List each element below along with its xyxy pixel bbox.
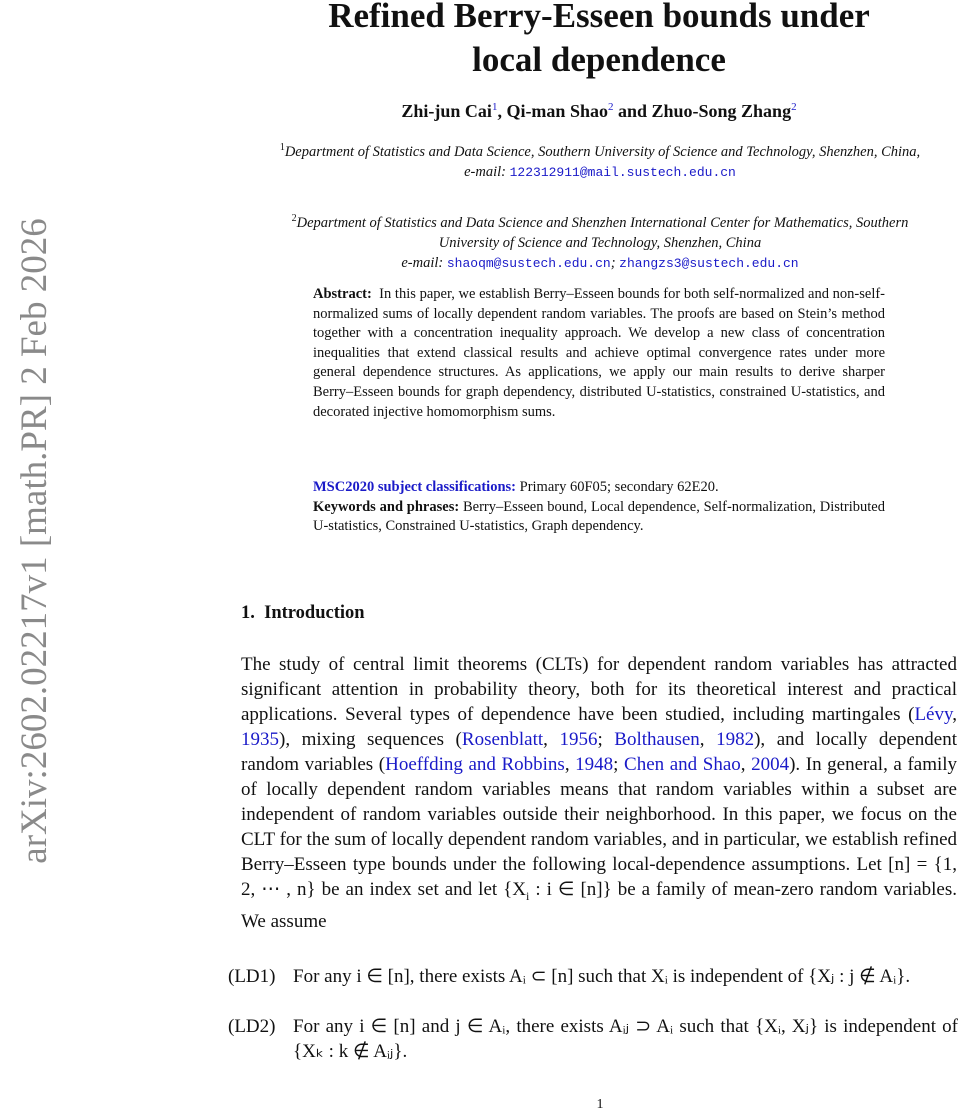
assumption-text: For any i ∈ [n], there exists Aᵢ ⊂ [n] such that Xᵢ is independent of {Xⱼ : j ∉ Aᵢ}. (293, 966, 911, 987)
intro-paragraph (241, 652, 957, 934)
intro-text: The study of central limit theorems (CLTs) for dependent random variables has attracted significant attention in probability theory, both for its theoretical interest and practical applications. Several types of dependence have been studied, including martingales ( (241, 654, 957, 725)
assumption-label: (LD2) (228, 1016, 276, 1037)
abstract-label: Abstract: (313, 286, 372, 302)
msc-line (313, 478, 885, 498)
email-label: e-mail: (401, 254, 447, 271)
author-1: Zhi-jun Cai (401, 101, 492, 121)
citation-author: Lévy (914, 704, 953, 725)
citation-chen-shao-year[interactable]: 2004 (751, 754, 790, 775)
author-3-affil-link[interactable]: 2 (791, 101, 797, 113)
citation-levy[interactable] (914, 704, 952, 725)
citation-chen-shao[interactable]: Chen and Shao (624, 754, 741, 775)
author-2-affil-link[interactable]: 2 (607, 101, 614, 113)
abstract (313, 285, 885, 422)
intro-text: : i ∈ [n]} be a family of mean-zero random variables. We assume (241, 879, 957, 932)
citation-bolthausen[interactable]: Bolthausen (614, 729, 700, 750)
citation-sep: , (564, 754, 576, 775)
section-number: 1. (241, 603, 255, 623)
citation-sep: , (740, 754, 752, 775)
citation-hoeffding-robbins-year[interactable]: 1948 (575, 754, 614, 775)
author-1-affil-link[interactable]: 1 (491, 101, 498, 113)
affiliation-2-text: Department of Statistics and Data Science and Shenzhen International Center for Mathematics, Southern University of Science and Technology, Shenzhen, China (296, 214, 909, 251)
section-heading (241, 603, 365, 624)
author-2: Qi-man Shao (506, 101, 608, 121)
affiliation-2 (270, 209, 930, 274)
classification-block (313, 478, 885, 537)
citation-sep: , (952, 704, 957, 725)
email-separator: ; (610, 254, 620, 271)
abstract-text: In this paper, we establish Berry–Esseen bounds for both self-normalized and non-self-normalized sums of locally dependent random variables. The proofs are based on Stein’s method together with a concentration inequality approach. We develop a new class of concentration inequalities that extend classical results and achieve optimal convergence rates under more general dependence structures. As applications, we apply our main results to derive sharper Berry–Esseen bounds for graph dependency, distributed U-statistics, constrained U-statistics, and decorated injective homomorphism sums. (313, 286, 886, 420)
author-separator: and (613, 101, 652, 121)
intro-text: ; (597, 729, 615, 750)
citation-sep: , (699, 729, 717, 750)
assumption-text: For any i ∈ [n] and j ∈ Aᵢ, there exists Aᵢⱼ ⊃ Aᵢ such that {Xᵢ, Xⱼ} is independent of {Xₖ : k ∉ Aᵢⱼ}. (293, 1016, 958, 1062)
citation-bolthausen-year[interactable]: 1982 (716, 729, 755, 750)
citation-levy-year[interactable]: 1935 (241, 729, 279, 750)
subscript-i: i (526, 888, 530, 903)
intro-text: ), mixing sequences ( (279, 729, 462, 750)
msc-text: Primary 60F05; secondary 62E20. (519, 479, 719, 495)
keywords-text: Berry–Esseen bound, Local dependence, Self-normalization, Distributed U-statistics, Constrained U-statistics, Graph dependency. (313, 498, 885, 535)
citation-rosenblatt-year[interactable]: 1956 (559, 729, 598, 750)
author-3: Zhuo-Song Zhang (651, 101, 792, 121)
keywords-line (313, 498, 885, 537)
email-link-cai[interactable]: 122312911@mail.sustech.edu.cn (509, 164, 736, 180)
author-separator: , (497, 101, 507, 121)
msc-link[interactable]: MSC2020 subject classifications: (313, 479, 516, 495)
email-link-zhang[interactable]: zhangzs3@sustech.edu.cn (619, 255, 799, 271)
intro-text: ). In general, a family of locally dependent random variables means that random variables within a subset are independent of random variables outside their neighborhood. In this paper, we focus on the CLT for the sum of locally dependent random variables, and in particular, we establish refined Berry–Esseen type bounds under the following local-dependence assumptions. Let [n] = {1, 2, ⋯ , n} be an index set and let {X (241, 754, 958, 900)
citation-hoeffding-robbins[interactable]: Hoeffding and Robbins (385, 754, 565, 775)
citation-rosenblatt[interactable]: Rosenblatt (461, 729, 544, 750)
title-line-1: Refined Berry-Esseen bounds under (328, 0, 870, 35)
affiliation-1-text: Department of Statistics and Data Science, Southern University of Science and Technology, Shenzhen, China, (284, 143, 921, 160)
intro-text: ), and locally dependent random variables ( (241, 729, 958, 775)
assumption-label: (LD1) (228, 966, 276, 987)
page-number: 1 (596, 1097, 604, 1112)
keywords-label: Keywords and phrases: (313, 498, 460, 515)
intro-text: ; (613, 754, 625, 775)
email-label: e-mail: (464, 163, 510, 180)
paper-title (240, 0, 958, 82)
section-title: Introduction (264, 603, 365, 623)
arxiv-stamp: arXiv:2602.02217v1 [math.PR] 2 Feb 2026 (14, 218, 55, 864)
affiliation-1 (270, 138, 930, 183)
citation-sep: , (543, 729, 560, 750)
affiliation-1-marker: 1 (279, 142, 285, 153)
email-link-shao[interactable]: shaoqm@sustech.edu.cn (446, 255, 611, 271)
affiliation-2-marker: 2 (291, 213, 297, 224)
author-list (240, 101, 958, 122)
title-line-2: local dependence (472, 40, 726, 79)
